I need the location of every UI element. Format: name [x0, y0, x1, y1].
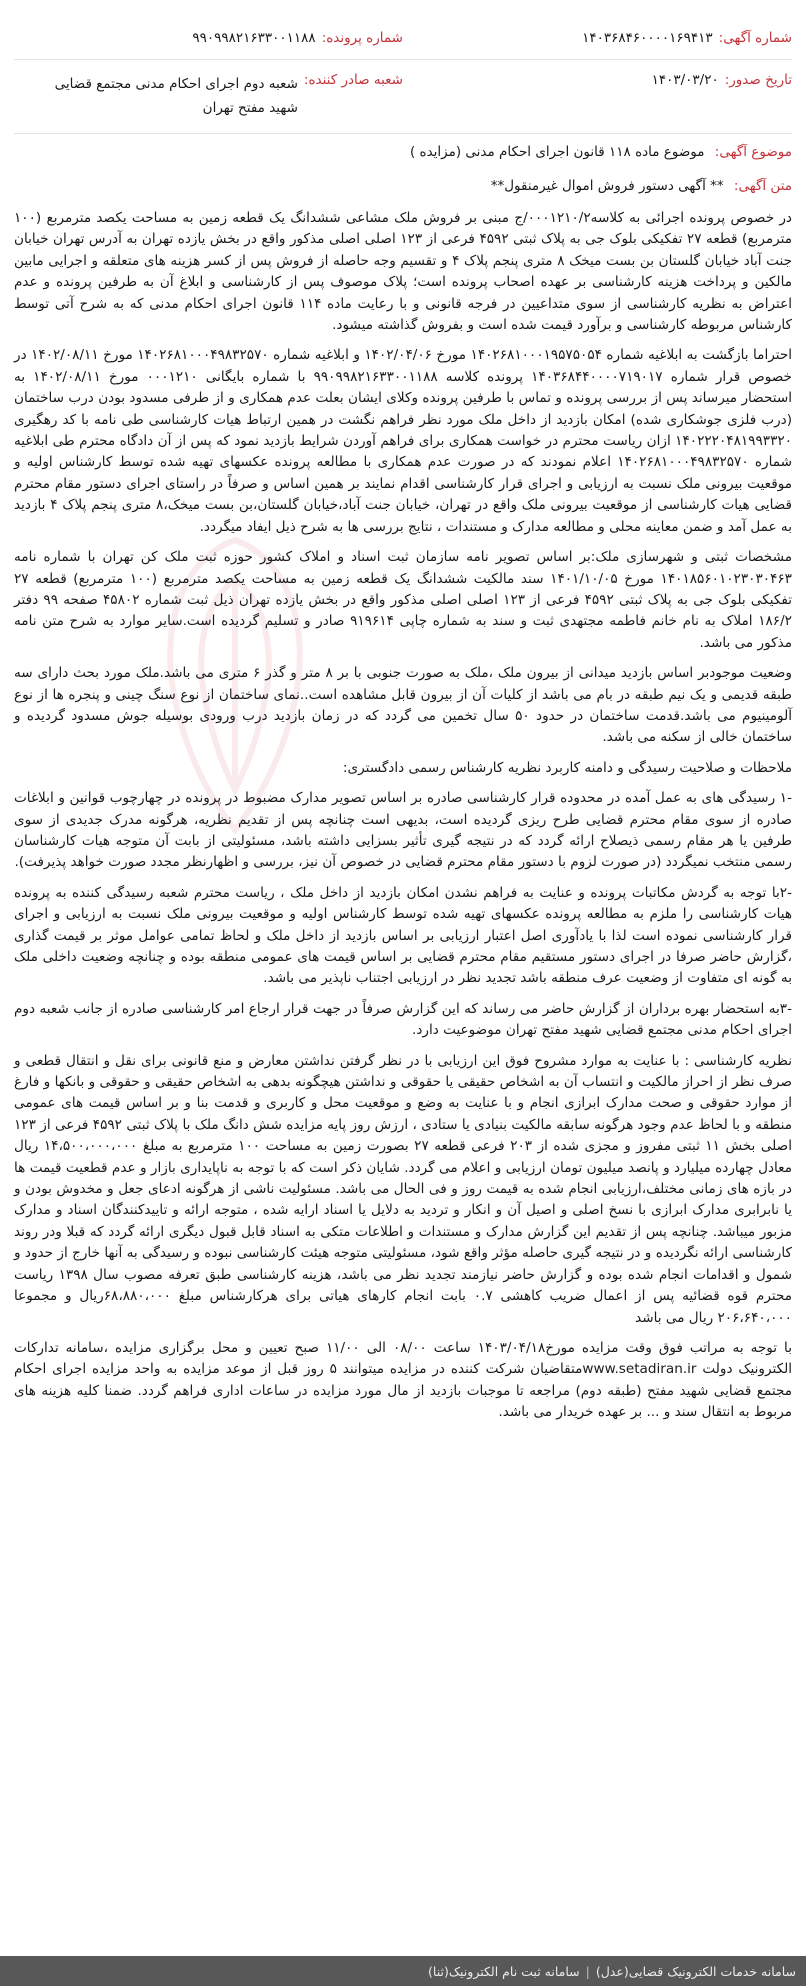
ad-text-heading — [14, 178, 792, 194]
ad-number-label: شماره آگهی: — [718, 30, 792, 46]
ad-subject-value: موضوع ماده ۱۱۸ قانون اجرای احکام مدنی (مزایده ) — [409, 144, 705, 160]
body-paragraph-auction-time: با توجه به مراتب فوق وقت مزایده مورخ۱۴۰۳/۰۴/۱۸ ساعت ۰۸/۰۰ الی ۱۱/۰۰ صبح تعیین و محل برگزاری مزایده ،سامانه تدارکات الکترونیک دولت www.setadiran.irمتقاضیان شرکت کننده در مزایده میتوانند ۵ روز قبل از موعد مزایده به واحد مزایده اجرای احکام مجتمع قضایی شهید مفتح (طبقه دوم) مراجعه تا موجبات بازدید از مال مورد مزایده در ساعات اداری فراهم گردد. ضمنا کلیه هزینه های مربوط به انتقال سند و ... بر عهده خریدار می باشد. — [14, 1339, 792, 1421]
issuer-field — [14, 72, 403, 120]
body-paragraph-referral: احتراما بازگشت به ابلاغیه شماره ۱۴۰۲۶۸۱۰۰۰۱۹۵۷۵۰۵۴ مورخ ۱۴۰۲/۰۴/۰۶ و ابلاغیه شماره ۱۴۰۲۶۸۱۰۰۰۴۹۸۳۲۵۷۰ مورخ ۱۴۰۲/۰۸/۱۱ در خصوص قرار شماره ۱۴۰۳۶۸۴۴۰۰۰۰۷۱۹۰۱۷ پرونده کلاسه ۹۹۰۹۹۸۲۱۶۳۳۰۰۱۱۸۸ با شماره بایگانی ۰۰۰۱۲۱۰ مورخ ۱۴۰۲/۰۸/۱۱ به استحضار میرساند پس از بررسی پرونده و تماس با طرفین پرونده وکلای ایشان بعلت عدم همکاری و از طرفی مسدود بودن درب ساختمان (درب فلزی جوشکاری شده) امکان بازدید از داخل ملک مورد نظر فراهم نگشت در همین ارتباط هیات کارشناسی طی نامه با کد رهگیری ۱۴۰۲۲۲۰۴۸۱۹۹۳۳۲۰ ازان ریاست محترم در خواست همکاری برای فراهم آوردن شرایط بازدید نمود که پس از آن دادگاه محترم طی ابلاغیه شماره ۱۴۰۲۶۸۱۰۰۰۴۹۸۳۲۵۷۰ اعلام نمودند که در صورت عدم همکاری با مطالعه پرونده عکسهای تهیه شده توسط کارشناس اولیه و موقعیت بیرونی ملک نسبت به ارزیابی و اجرای قرار کارشناسی اقدام نمایند بر همین اساس و صرفاً در راستای اجرای دستور مقام محترم قضایی هیات کارشناسی از موقعیت بیرونی ملک واقع در تهران، خیابان جنت آباد،خیابان گلستان،بن بست میخک،۸ متری پنجم پلاک ۴ بازدید به عمل آمد و ضمن معاینه محلی و مطالعه مدارک و مستندات ، نتایج بررسی ها به شرح ذیل ایفاد میگردد. — [14, 347, 793, 535]
issue-date-value: ۱۴۰۳/۰۳/۲۰ — [651, 72, 719, 88]
ad-subject — [14, 144, 792, 160]
ad-subject-label: موضوع آگهی: — [714, 144, 792, 160]
footer-link-sana[interactable]: سامانه ثبت نام الکترونیک(ثنا) — [428, 1963, 580, 1979]
issue-date-label: تاریخ صدور: — [724, 72, 792, 88]
issue-date-field — [403, 72, 792, 88]
body-paragraph-note-1: -۱ رسیدگی های به عمل آمده در محدوده قرار کارشناسی صادره بر اساس تصویر مدارک مضبوط در پرونده در چهارچوب قوانین و ابلاغات صادره از سوی مقام محترم قضایی طرح ریزی گردیده است، بدیهی است چنانچه پس از تقدیم نظریه، هرگونه مدرک جدیدی از سوی طرفین یا هر مقام رسمی ذیصلاح ارائه گردد که در نتیجه گیری تأثیر بسزایی داشته باشد، مسئولیتی از بابت آن متوجه هیات کارشناسان رسمی منتخب نمیگردد (در صورت لزوم با دستور مقام محترم قضایی در خصوص آن نیز، بررسی و اظهارنظر مجدد صورت خواهد پذیرفت). — [14, 790, 792, 871]
body-paragraph-intro: در خصوص پرونده اجرائی به کلاسه۰۰۰۱۲۱۰/۲/ج مبنی بر فروش ملک مشاعی ششدانگ یک قطعه زمین به مساحت یکصد مترمربع (۱۰۰ مترمربع) قطعه ۲۷ تفکیکی بلوک جی به پلاک ثبتی ۴۵۹۲ فرعی از ۱۲۳ اصلی اصلی مذکور واقع در بخش یازده تهران به آدرس تهران خیابان جنت آباد خیابان گلستان بن بست میخک ۸ متری پنجم پلاک ۴ و تقسیم وجه حاصله از فروش پس از کسر هزینه های متعلقه و اجرایی مابین مالکین و پرداخت هزینه کارشناسی بر عهده اصحاب پرونده است؛ پلاک موصوف پس از کارشناسی و ابلاغ آن به طرفین پرونده و عدم اعتراض به نظریه کارشناسی از سوی متداعیین در فرجه قانونی و با رعایت ماده ۱۱۴ قانون اجرای احکام مدنی که به شرح آتی توسط کارشناس مربوطه کارشناسی و برآورد قیمت شده است و بفروش گذاشته میشود. — [14, 210, 793, 334]
header-divider-1 — [14, 59, 792, 60]
case-number-field — [14, 30, 403, 46]
body-paragraph-note-3: -۳به استحضار بهره برداران از گزارش حاضر می رساند که این گزارش صرفاً در جهت قرار ارجاع امر کارشناسی صادره از جانب شعبه دوم اجرای احکام مدنی مجتمع قضایی شهید مفتح تهران موضوعیت دارد. — [14, 1000, 792, 1039]
body-paragraph-condition: وضعیت موجودبر اساس بازدید میدانی از بیرون ملک ،ملک به صورت جنوبی با بر ۸ متر و گذر ۶ متری می باشد.ملک مورد بحث دارای سه طبقه قدیمی و یک نیم طبقه در بام می باشد از کلیات آن از بیرون قابل مشاهده است..نمای ساختمان از نوع سنگ چینی و پنجره ها از نوع آلومینیوم می باشد.قدمت ساختمان در حدود ۵۰ سال تخمین می گردد که در زمان بازدید درب ورودی بوسیله جوش مسدود گردیده و ساختمان خالی از سکنه می باشد. — [14, 665, 793, 746]
issuer-value: شعبه دوم اجرای احکام مدنی مجتمع قضایی شهید مفتح تهران — [54, 76, 298, 116]
header-row-2 — [14, 72, 792, 132]
footer-link-adl[interactable]: سامانه خدمات الکترونیک قضایی(عدل) — [595, 1963, 796, 1979]
footer-separator: | — [585, 1963, 590, 1979]
body-paragraph-registration: مشخصات ثبتی و شهرسازی ملک:بر اساس تصویر نامه سازمان ثبت اسناد و املاک کشور حوزه ثبت ملک کن تهران با شماره نامه ۱۴۰۱۸۵۶۰۱۰۲۳۰۳۰۴۶۳ مورخ ۱۴۰۱/۱۰/۰۵ سند مالکیت ششدانگ یک قطعه زمین به مساحت یکصد مترمربع (۱۰۰ مترمربع) قطعه ۲۷ تفکیکی بلوک جی به پلاک ثبتی ۴۵۹۲ فرعی از ۱۲۳ اصلی اصلی مذکور واقع در بخش یازده تهران ذیل ثبت شماره ۴۵۸۰۲ صفحه ۹۹ دفتر ۱۸۶/۲ املاک به نام خانم فاطمه مجتهدی ثبت و سند به شماره چاپی ۹۱۹۶۱۴ صادر و تسلیم گردیده است.سایر موارد به شرح متن نامه مذکور می باشد. — [14, 549, 792, 651]
ad-number-value: ۱۴۰۳۶۸۴۶۰۰۰۰۱۶۹۴۱۳ — [582, 30, 713, 46]
header-divider-2 — [14, 133, 792, 134]
ad-number-field — [403, 30, 792, 46]
body-paragraph-expert-opinion: نظریه کارشناسی : با عنایت به موارد مشروح فوق این ارزیابی با در نظر گرفتن نداشتن معارض و منع قانونی برای نقل و انتقال قطعی و صرف نظر از احراز مالکیت و انتساب آن به اشخاص حقیقی یا حقوقی و نداشتن هیچگونه بدهی به اشخاص حقیقی و حقوقی و بانکها و فارغ از موارد حقوقی و صحت مدارک ابرازی انجام و با عنایت به وضع و موقعیت محل و کاربری و قدمت بنا و بر اساس قیمت های عمومی منطقه و با لحاظ عدم وجود هرگونه سابقه مالکیت بنیادی یا ستادی ، ارزش روز پایه مزایده شش دانگ ملک با پلاک ثبتی ۴۵۹۲ فرعی از ۱۲۳ اصلی بخش ۱۱ ثبتی مفروز و مجزی شده از ۲۰۳ فرعی قطعه ۲۷ بصورت زمین به مساحت ۱۰۰ مترمربع به مبلغ ۱۴،۵۰۰،۰۰۰،۰۰۰ ریال معادل چهارده میلیارد و پانصد میلیون تومان ارزیابی و اعلام می گردد. شایان ذکر است که با توجه به ناپایداری بازار و عدم قطعیت قیمت ها در بازه های زمانی مختلف،ارزیابی انجام شده به قیمت روز و فی الحال می باشد. مسئولیت ناشی از هرگونه ادعای جعل و مخدوش بودن و یا نابرابری مدارک ابرازی با نسخ اصلی و اصیل آن و انکار و تردید به دلایل یا اسناد ارایه شده ، متوجه ارائه و تاییدکنندگان اسناد و مدارک مزبور میباشد. چنانچه پس از تقدیم این گزارش مدارک و مستندات و اطلاعات متکی به اسناد قابل قبول دیگری ارائه گردد که قبلا ودر روند کارشناسی ارائه نگردیده و در نتیجه گیری حاصله مؤثر واقع شود، مسئولیتی متوجه هیئت کارشناسی نبوده و رسیدگی به آنها خارج از حدود و شمول و اقدامات انجام شده بوده و گزارش حاضر نیازمند تجدید نظر می باشد، هزینه کارشناسی طبق تعرفه مصوب سال ۱۳۹۸ ریاست محترم قوه قضائیه پس از اعمال ضریب کاهشی ۰.۷ بابت انجام کارهای هیاتی برای هرکارشناس مبلغ ۶۸،۸۸۰،۰۰۰ریال و مجموعا ۲۰۶،۶۴۰،۰۰۰ ریال می باشد — [14, 1052, 793, 1326]
body-paragraph-notes-heading: ملاحظات و صلاحیت رسیدگی و دامنه کاربرد نظریه کارشناس رسمی دادگستری: — [342, 759, 792, 776]
issuer-label: شعبه صادر کننده: — [303, 72, 403, 88]
ad-text-title: ** آگهی دستور فروش اموال غیرمنقول** — [490, 178, 724, 194]
ad-text-label: متن آگهی: — [733, 178, 792, 194]
case-number-value: ۹۹۰۹۹۸۲۱۶۳۳۰۰۱۱۸۸ — [192, 30, 316, 46]
ad-body — [14, 208, 792, 1433]
footer-bar — [0, 1956, 806, 1986]
case-number-label: شماره پرونده: — [321, 30, 403, 46]
body-paragraph-note-2: -۲با توجه به گردش مکاتبات پرونده و عنایت به فراهم نشدن امکان بازدید از داخل ملک ، ریاست محترم شعبه رسیدگی کننده به پرونده هیات کارشناسی را ملزم به مطالعه پرونده عکسهای تهیه شده توسط کارشناس اولیه و موقعیت بیرونی ملک نسبت به ارزیابی و اجرای قرار کارشناسی نموده است لذا با یادآوری اصل اعتبار ارزیابی بر اساس بازدید از داخل ملک و لحاظ تمامی عوامل موثر بر قیمت گذاری ،گزارش حاضر صرفا در اجرای دستور مستقیم مقام محترم قضایی بر اساس قیمت های عمومی منطقه بوده و چنانچه وضعیت داخلی ملک به گونه ای متفاوت از وضعیت عرف منطقه باشد تجدید نظر در ارزیابی اجتناب ناپذیر می باشد. — [14, 884, 792, 987]
